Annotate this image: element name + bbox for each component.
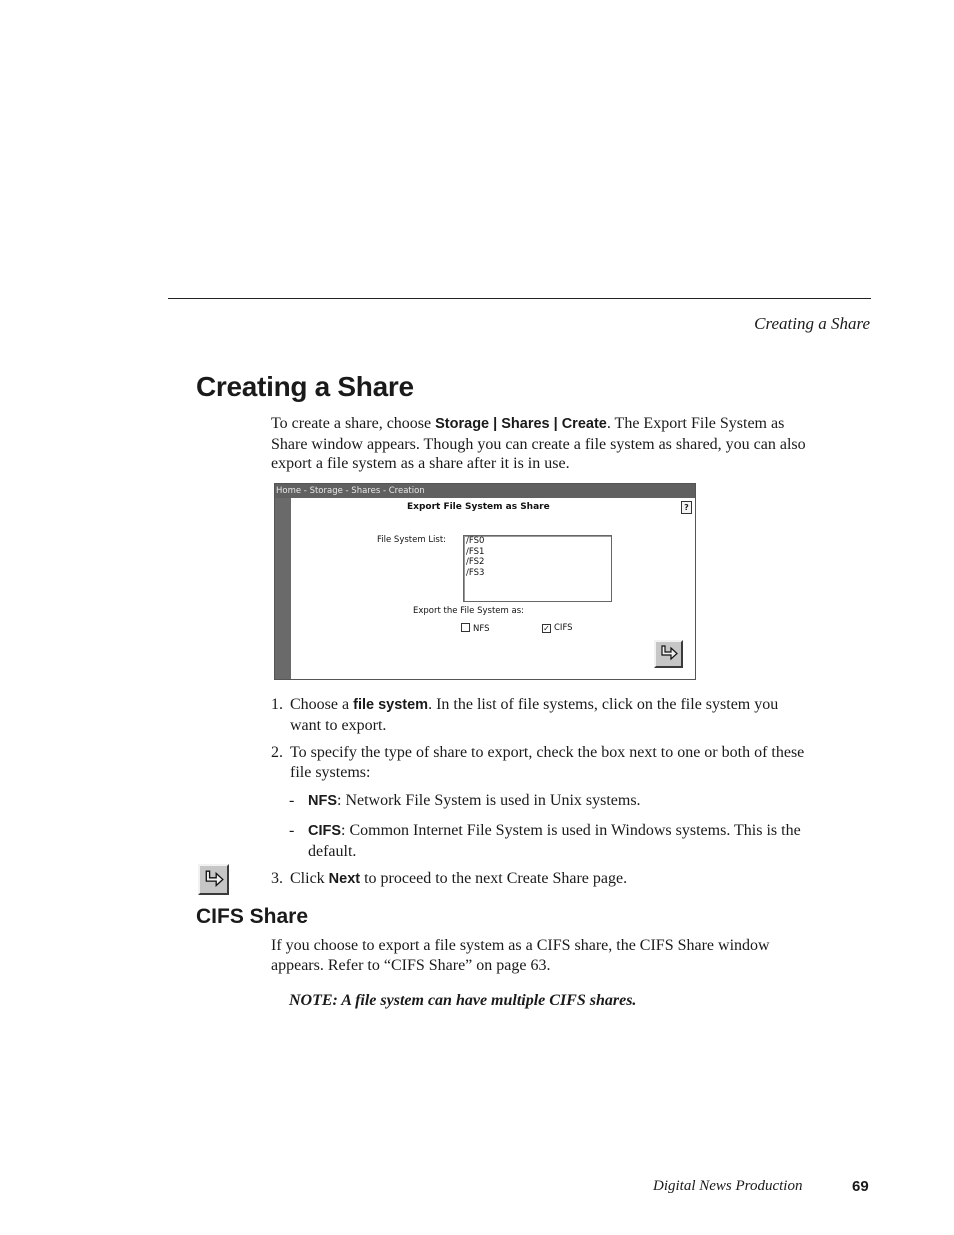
cifs-checkbox[interactable] [542,623,573,633]
checkbox-box[interactable]: ✓ [543,624,550,633]
export-as-label: Export the File System as: [413,606,525,616]
page-title: Creating a Share [196,371,414,402]
cifs-paragraph: If you choose to export a file system as a CIFS share, the CIFS Share window appears. Refer to “CIFS Share” on page 63. [271,937,770,974]
sub-item-cifs [289,821,811,861]
next-arrow-icon [203,870,225,890]
intro-paragraph [271,414,811,474]
list-item[interactable]: /FS1 [466,546,485,557]
header-rule [168,298,871,299]
menu-path: Storage | Shares | Create [435,416,607,432]
nfs-checkbox-label: NFS [473,624,490,634]
step-text-before: Choose a [290,696,354,713]
step-bold-term: file system [353,697,429,713]
help-icon[interactable]: ? [681,501,692,514]
step-text: To specify the type of share to export, check the box next to one or both of these file systems: [290,744,805,781]
step-number: 3. [271,870,283,887]
nfs-checkbox[interactable] [461,623,490,634]
running-head: Creating a Share [754,314,870,333]
next-button[interactable] [654,640,683,668]
cifs-checkbox-label: CIFS [554,623,573,633]
term-nfs: NFS [308,793,337,809]
step-text-before: Click [290,870,329,887]
note: NOTE: A file system can have multiple CIFS shares. [289,992,637,1009]
page-number: 69 [852,1178,869,1195]
step-bold-term: Next [328,871,361,887]
step-3 [271,869,811,890]
step-number: 2. [271,744,283,761]
step-2 [271,743,811,782]
step-text-after: . In the list of file systems, click on the file system you want to export. [290,696,779,734]
intro-text-before: To create a share, choose [271,415,436,432]
section-heading: CIFS Share [196,905,309,928]
list-item[interactable]: /FS0 [466,536,485,546]
term-description: : Common Internet File System is used in Windows systems. This is the default. [308,822,801,860]
next-button-illustration [198,864,229,895]
term-cifs: CIFS [308,823,342,839]
sub-item-nfs [289,791,811,812]
window-title: Export File System as Share [407,502,550,512]
step-number: 1. [271,696,283,713]
checkbox-box[interactable] [461,623,470,632]
step-1 [271,695,811,735]
footer-title: Digital News Production [653,1178,803,1194]
term-description: : Network File System is used in Unix systems. [337,792,641,809]
next-arrow-icon [659,645,679,663]
list-dash: - [289,822,295,839]
export-file-system-screenshot [274,483,696,680]
list-item[interactable]: /FS3 [466,567,485,578]
file-system-list-label: File System List: [377,535,447,545]
intro-text-after: . The Export File System as Share window appears. Though you can create a file system as shared, you can also export a file system as a share after it is in use. [271,415,806,472]
breadcrumb[interactable]: Home - Storage - Shares - Creation [275,484,695,498]
list-item[interactable]: /FS2 [466,557,485,567]
step-text-after: to proceed to the next Create Share page. [360,870,628,887]
side-panel [275,498,291,679]
list-dash: - [289,792,295,809]
file-system-listbox[interactable] [463,535,612,602]
